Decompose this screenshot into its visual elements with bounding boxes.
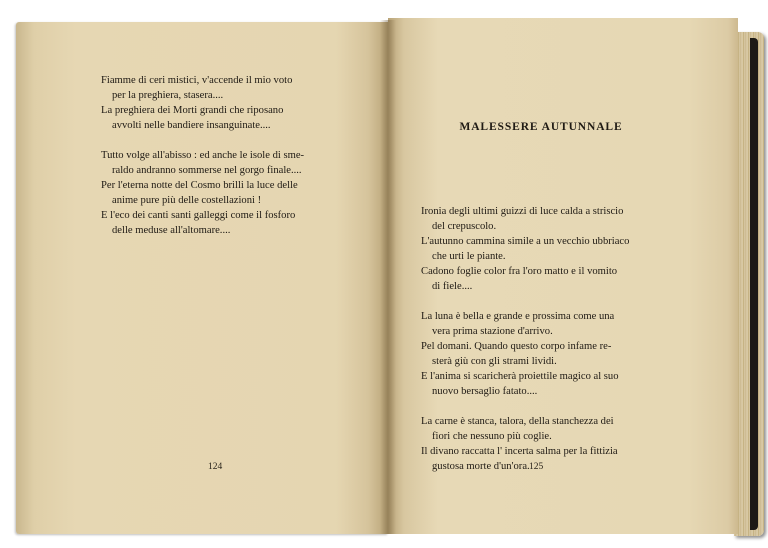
verse-line: Cadono foglie color fra l'oro matto e il vomito [421,266,618,277]
book-cover-edge [750,38,758,530]
stanza [101,73,341,133]
verse-line: Ironia degli ultimi guizzi di luce calda a striscio [421,206,624,217]
verse-line: per la preghiera, stasera.... [112,90,224,101]
verse-line: fiori che nessuno più coglie. [432,431,552,442]
page-number-left: 124 [208,462,223,472]
verse-line: vera prima stazione d'arrivo. [432,326,553,337]
left-page-poem [101,73,341,253]
verse-line: delle meduse all'altomare.... [112,225,231,236]
verse-line: Fiamme di ceri mistici, v'accende il mio voto [101,75,293,86]
verse-line: E l'anima si scaricherà proiettile magico al suo [421,371,619,382]
verse-line: Il divano raccatta l' incerta salma per la fittizia [421,446,618,457]
verse-line: L'autunno cammina simile a un vecchio ubbriaco [421,236,630,247]
right-page-poem [421,204,676,489]
verse-line: Tutto volge all'abisso : ed anche le isole di sme- [101,150,305,161]
verse-line: che urti le piante. [432,251,506,262]
verse-line: La carne è stanca, talora, della stanchezza dei [421,416,614,427]
verse-line: del crepuscolo. [432,221,497,232]
verse-line: sterà giù con gli strami lividi. [432,356,557,367]
page-edges [734,32,764,536]
stanza [101,148,341,238]
verse-line: raldo andranno sommerse nel gorgo finale.... [112,165,302,176]
verse-line: Per l'eterna notte del Cosmo brilli la luce delle [101,180,298,191]
poem-title: MALESSERE AUTUNNALE [459,121,623,133]
stanza [421,204,676,294]
verse-line: avvolti nelle bandiere insanguinate.... [112,120,271,131]
verse-line: La luna è bella e grande e prossima come una [421,311,615,322]
stanza [421,414,676,474]
verse-line: gustosa morte d'un'ora. [432,461,530,472]
verse-line: Pel domani. Quando questo corpo infame re- [421,341,612,352]
book-gutter [380,20,396,534]
verse-line: nuovo bersaglio fatato.... [432,386,538,397]
verse-line: E l'eco dei canti santi galleggi come il fosforo [101,210,296,221]
verse-line: anime pure più delle costellazioni ! [112,195,262,206]
verse-line: La preghiera dei Morti grandi che riposano [101,105,284,116]
page-number-right: 125 [529,462,544,472]
stanza [421,309,676,399]
verse-line: di fiele.... [432,281,473,292]
